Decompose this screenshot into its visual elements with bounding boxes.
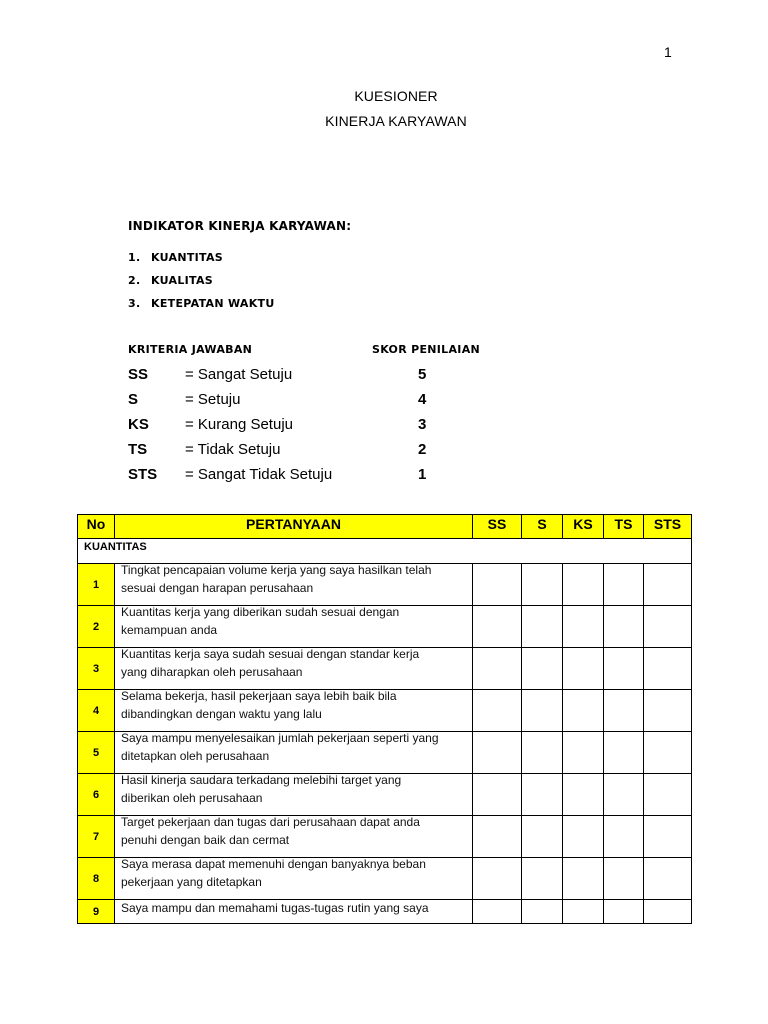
answer-cell-s[interactable]	[522, 774, 563, 816]
question-number: 2	[78, 606, 115, 648]
indicator-item-label: KUALITAS	[151, 274, 214, 287]
question-number: 7	[78, 816, 115, 858]
question-text	[115, 606, 473, 648]
table-row	[78, 690, 692, 732]
answer-cell-ks[interactable]	[563, 816, 604, 858]
criteria-code: TS	[128, 441, 148, 458]
answer-cell-sts[interactable]	[644, 606, 692, 648]
criteria-description: = Kurang Setuju	[185, 416, 293, 433]
question-line: Kuantitas kerja yang diberikan sudah sesuai dengan	[121, 605, 400, 619]
table-row	[78, 606, 692, 648]
question-number: 6	[78, 774, 115, 816]
answer-cell-ts[interactable]	[604, 606, 644, 648]
answer-cell-ks[interactable]	[563, 564, 604, 606]
question-line: sesuai dengan harapan perusahaan	[121, 580, 314, 595]
answer-cell-sts[interactable]	[644, 732, 692, 774]
question-text	[115, 858, 473, 900]
answer-cell-sts[interactable]	[644, 774, 692, 816]
document-title: KUESIONER	[354, 88, 438, 104]
answer-cell-ss[interactable]	[473, 732, 522, 774]
criteria-score: 5	[418, 366, 427, 383]
answer-cell-ss[interactable]	[473, 690, 522, 732]
answer-cell-s[interactable]	[522, 690, 563, 732]
answer-cell-ts[interactable]	[604, 732, 644, 774]
table-row	[78, 900, 692, 924]
question-line: Target pekerjaan dan tugas dari perusahaan dapat anda	[121, 815, 420, 829]
criteria-score: 3	[418, 416, 427, 433]
question-line: Saya merasa dapat memenuhi dengan banyaknya beban	[121, 857, 426, 871]
question-line: yang diharapkan oleh perusahaan	[121, 664, 303, 679]
answer-cell-ts[interactable]	[604, 690, 644, 732]
answer-cell-sts[interactable]	[644, 690, 692, 732]
table-row	[78, 648, 692, 690]
questionnaire-table	[77, 514, 692, 924]
criteria-score: 2	[418, 441, 427, 458]
criteria-heading: KRITERIA JAWABAN	[128, 343, 253, 356]
answer-cell-sts[interactable]	[644, 648, 692, 690]
document-subtitle: KINERJA KARYAWAN	[325, 113, 467, 129]
answer-cell-ks[interactable]	[563, 732, 604, 774]
answer-cell-ts[interactable]	[604, 816, 644, 858]
indicator-item-number: 3.	[128, 297, 141, 310]
score-heading: SKOR PENILAIAN	[372, 343, 481, 356]
answer-cell-sts[interactable]	[644, 858, 692, 900]
question-text	[115, 564, 473, 606]
page-number: 1	[664, 44, 672, 60]
question-line: Saya mampu dan memahami tugas-tugas rutin yang saya	[121, 901, 429, 915]
answer-cell-ks[interactable]	[563, 774, 604, 816]
question-line: kemampuan anda	[121, 622, 218, 637]
answer-cell-ks[interactable]	[563, 858, 604, 900]
answer-cell-sts[interactable]	[644, 900, 692, 924]
criteria-description: = Tidak Setuju	[185, 441, 281, 458]
criteria-score: 1	[418, 466, 427, 483]
table-row	[78, 816, 692, 858]
header-s: S	[522, 515, 563, 539]
criteria-description: = Sangat Tidak Setuju	[185, 466, 333, 483]
answer-cell-ss[interactable]	[473, 606, 522, 648]
answer-cell-ts[interactable]	[604, 900, 644, 924]
criteria-description: = Sangat Setuju	[185, 366, 293, 383]
answer-cell-s[interactable]	[522, 816, 563, 858]
answer-cell-s[interactable]	[522, 858, 563, 900]
question-text	[115, 732, 473, 774]
question-line: pekerjaan yang ditetapkan	[121, 874, 262, 889]
question-number: 1	[78, 564, 115, 606]
question-line: Saya mampu menyelesaikan jumlah pekerjaan seperti yang	[121, 731, 439, 745]
table-row	[78, 774, 692, 816]
question-line: Kuantitas kerja saya sudah sesuai dengan standar kerja	[121, 647, 420, 661]
indicator-item-number: 2.	[128, 274, 141, 287]
criteria-code: STS	[128, 466, 158, 483]
question-line: penuhi dengan baik dan cermat	[121, 832, 290, 847]
header-ts: TS	[604, 515, 644, 539]
table-header-row	[78, 515, 692, 539]
indicator-item	[128, 297, 275, 310]
answer-cell-sts[interactable]	[644, 564, 692, 606]
answer-cell-ss[interactable]	[473, 564, 522, 606]
question-number: 4	[78, 690, 115, 732]
answer-cell-ks[interactable]	[563, 690, 604, 732]
criteria-code: S	[128, 391, 139, 408]
header-no: No	[78, 515, 115, 539]
criteria-score: 4	[418, 391, 427, 408]
question-line: Hasil kinerja saudara terkadang melebihi target yang	[121, 773, 402, 787]
criteria-code: KS	[128, 416, 149, 433]
question-text	[115, 774, 473, 816]
question-line: diberikan oleh perusahaan	[121, 790, 263, 805]
question-number: 8	[78, 858, 115, 900]
question-text	[115, 690, 473, 732]
criteria-description: = Setuju	[185, 391, 241, 408]
indicator-item-label: KUANTITAS	[151, 251, 224, 264]
table-row	[78, 564, 692, 606]
answer-cell-ts[interactable]	[604, 774, 644, 816]
answer-cell-ts[interactable]	[604, 858, 644, 900]
answer-cell-s[interactable]	[522, 900, 563, 924]
question-text	[115, 648, 473, 690]
answer-cell-s[interactable]	[522, 564, 563, 606]
header-question: PERTANYAAN	[115, 515, 473, 539]
answer-cell-ss[interactable]	[473, 648, 522, 690]
question-number: 9	[78, 900, 115, 924]
question-number: 3	[78, 648, 115, 690]
answer-cell-ss[interactable]	[473, 858, 522, 900]
question-number: 5	[78, 732, 115, 774]
question-text	[115, 900, 473, 924]
answer-cell-ks[interactable]	[563, 900, 604, 924]
indicator-item	[128, 251, 223, 264]
answer-cell-s[interactable]	[522, 648, 563, 690]
question-line: Selama bekerja, hasil pekerjaan saya lebih baik bila	[121, 689, 397, 703]
header-ss: SS	[473, 515, 522, 539]
answer-cell-ss[interactable]	[473, 774, 522, 816]
answer-cell-ts[interactable]	[604, 564, 644, 606]
answer-cell-ks[interactable]	[563, 606, 604, 648]
header-ks: KS	[563, 515, 604, 539]
indicator-item	[128, 274, 213, 287]
answer-cell-ts[interactable]	[604, 648, 644, 690]
question-line: ditetapkan oleh perusahaan	[121, 748, 270, 763]
answer-cell-ss[interactable]	[473, 816, 522, 858]
question-text	[115, 816, 473, 858]
header-sts: STS	[644, 515, 692, 539]
answer-cell-ks[interactable]	[563, 648, 604, 690]
answer-cell-s[interactable]	[522, 732, 563, 774]
indicator-item-label: KETEPATAN WAKTU	[151, 297, 275, 310]
question-line: dibandingkan dengan waktu yang lalu	[121, 706, 322, 721]
table-row	[78, 732, 692, 774]
criteria-code: SS	[128, 366, 149, 383]
table-row	[78, 858, 692, 900]
indicator-heading: INDIKATOR KINERJA KARYAWAN:	[128, 219, 352, 233]
answer-cell-ss[interactable]	[473, 900, 522, 924]
indicator-item-number: 1.	[128, 251, 141, 264]
section-label: KUANTITAS	[78, 539, 692, 564]
question-line: Tingkat pencapaian volume kerja yang saya hasilkan telah	[121, 563, 432, 577]
answer-cell-s[interactable]	[522, 606, 563, 648]
answer-cell-sts[interactable]	[644, 816, 692, 858]
